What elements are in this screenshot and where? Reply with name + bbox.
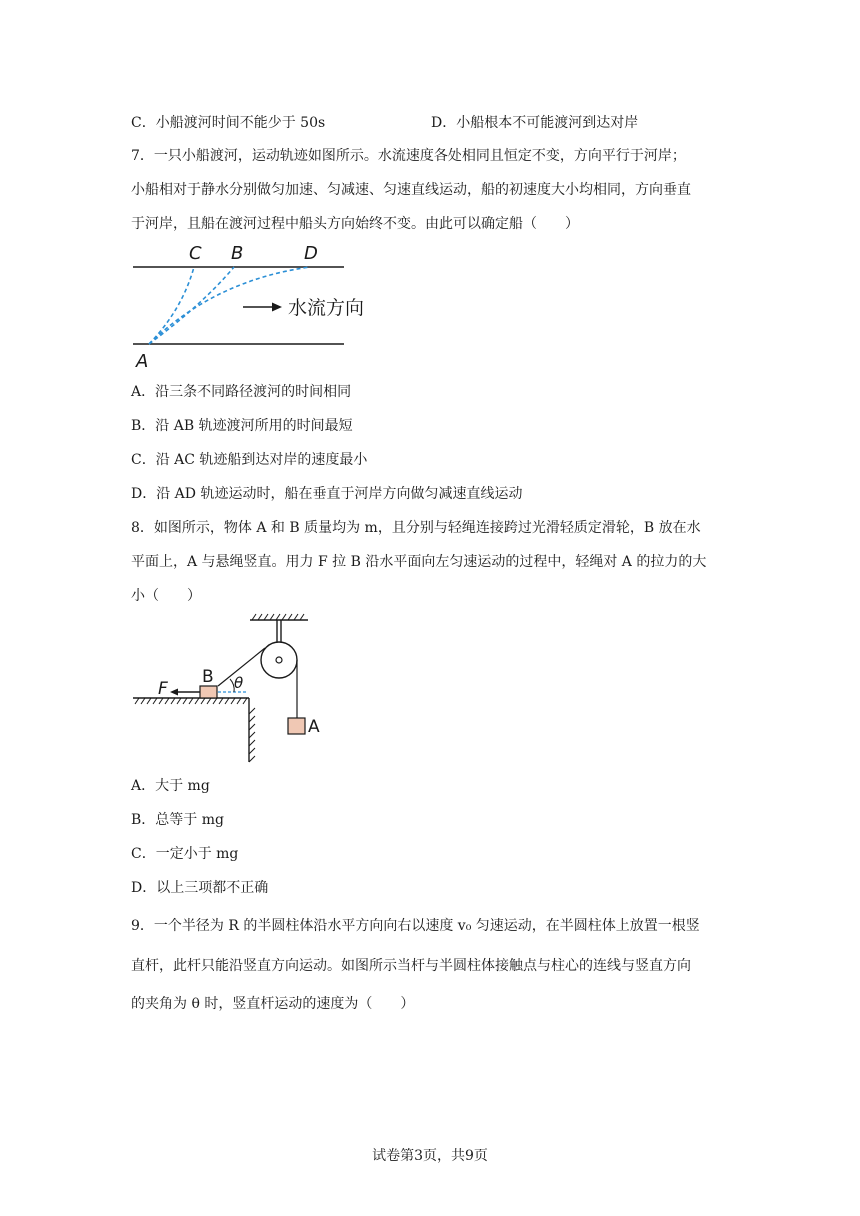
q7-option-b: B．沿 AB 轨迹渡河所用的时间最短: [131, 418, 353, 434]
force-label: F: [158, 679, 168, 699]
ceiling-hatching: [252, 614, 304, 620]
point-b-label: B: [231, 243, 244, 264]
block-b: [200, 686, 217, 698]
q9-stem-line-2: 直杆，此杆只能沿竖直方向运动。如图所示当杆与半圆柱体接触点与柱心的连线与竖直方向: [131, 958, 691, 974]
q9-stem-line-1: 9．一个半径为 R 的半圆柱体沿水平方向向右以速度 v₀ 匀速运动，在半圆柱体上放置一根竖: [131, 918, 700, 934]
trajectory-ac: [149, 267, 194, 344]
flow-direction-label: 水流方向: [288, 297, 365, 319]
q6-option-d: D．小船根本不可能渡河到达对岸: [431, 115, 639, 131]
trajectory-ad: [149, 267, 310, 344]
q7-option-c: C．沿 AC 轨迹船到达对岸的速度最小: [131, 452, 368, 468]
ground-hatching: [135, 698, 255, 762]
q8-option-b: B．总等于 mg: [131, 812, 224, 828]
point-a-label: A: [136, 351, 149, 372]
q8-pulley-figure: [130, 612, 340, 767]
point-d-label: D: [304, 243, 318, 264]
block-b-label: B: [202, 667, 214, 687]
q8-stem-line-1: 8．如图所示，物体 A 和 B 质量均为 m，且分别与轻绳连接跨过光滑轻质定滑轮，B 放在水: [131, 520, 701, 536]
q8-option-a: A．大于 mg: [131, 778, 210, 794]
q7-option-d: D．沿 AD 轨迹运动时，船在垂直于河岸方向做匀减速直线运动: [131, 486, 523, 502]
theta-label: θ: [234, 674, 244, 692]
block-a: [288, 718, 305, 734]
point-c-label: C: [189, 243, 202, 264]
q8-option-c: C．一定小于 mg: [131, 846, 239, 862]
flow-arrow-head: [272, 303, 282, 312]
q8-option-d: D．以上三项都不正确: [131, 880, 269, 896]
page-footer: 试卷第3页，共9页: [372, 1148, 488, 1164]
q9-stem-line-3: 的夹角为 θ 时，竖直杆运动的速度为（ ）: [131, 996, 415, 1012]
q7-stem-line-1: 7．一只小船渡河，运动轨迹如图所示。水流速度各处相同且恒定不变，方向平行于河岸；: [131, 148, 686, 164]
force-arrow-head: [170, 689, 178, 696]
q6-option-c: C．小船渡河时间不能少于 50s: [131, 115, 326, 131]
block-a-label: A: [308, 717, 320, 737]
q7-stem-line-3: 于河岸，且船在渡河过程中船头方向始终不变。由此可以确定船（ ）: [131, 216, 579, 232]
q8-stem-line-2: 平面上，A 与悬绳竖直。用力 F 拉 B 沿水平面向左匀速运动的过程中，轻绳对 A 的拉力的大: [131, 554, 707, 570]
q7-option-a: A．沿三条不同路径渡河的时间相同: [131, 384, 352, 400]
q7-stem-line-2: 小船相对于静水分别做匀加速、匀减速、匀速直线运动，船的初速度大小均相同，方向垂直: [131, 182, 691, 198]
pulley-axle: [276, 657, 282, 663]
q7-river-figure: [130, 240, 365, 375]
q8-stem-line-3: 小（ ）: [131, 588, 201, 604]
